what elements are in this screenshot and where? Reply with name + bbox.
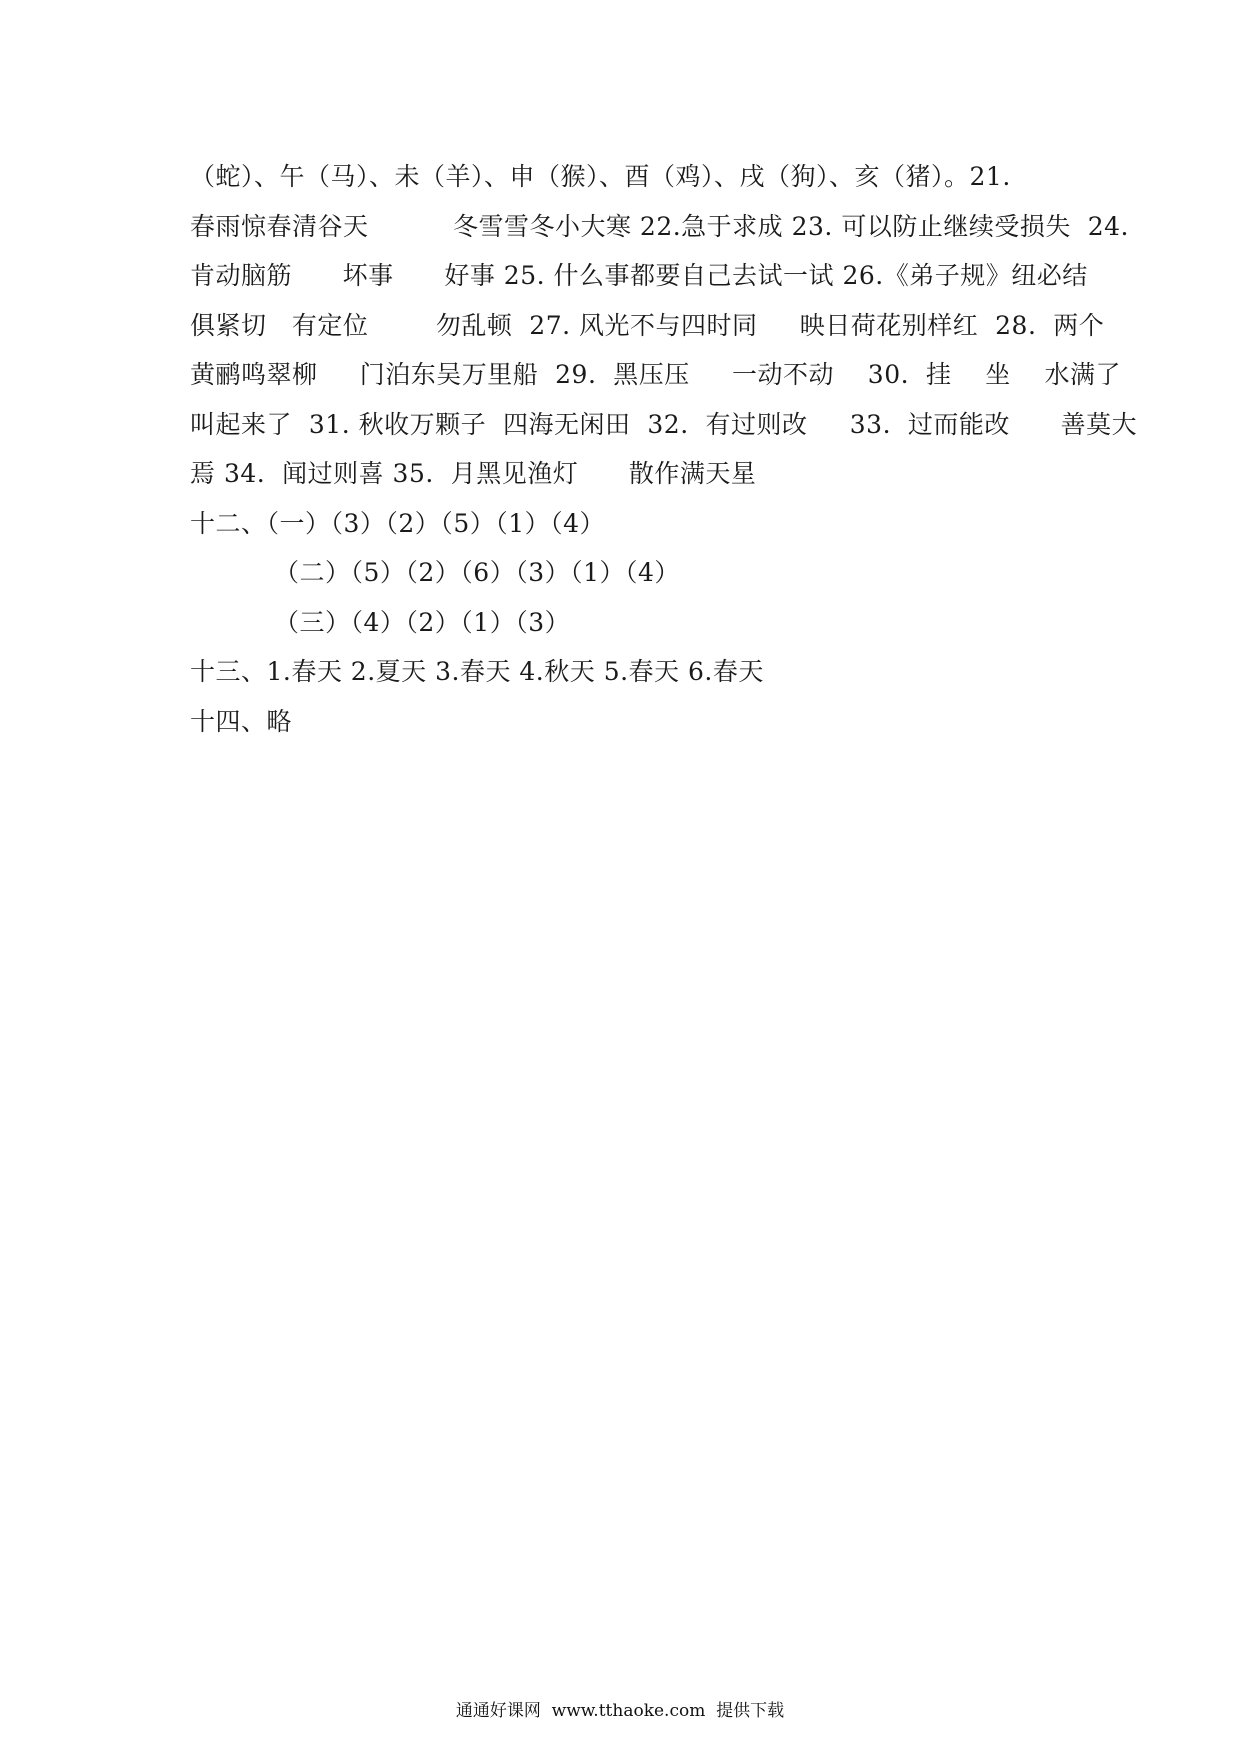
answer-line-4: 俱紧切 有定位 勿乱顿 27. 风光不与四时同 映日荷花别样红 28. 两个 xyxy=(190,310,1105,340)
answer-line-1: （蛇）、午（马）、未（羊）、申（猴）、酉（鸡）、戌（狗）、亥（猪）。21. xyxy=(190,162,1011,191)
answer-line-2: 春雨惊春清谷天 冬雪雪冬小大寒 22.急于求成 23. 可以防止继续受损失 24. xyxy=(190,211,1129,241)
answer-key-text xyxy=(190,152,1138,746)
answer-line-3: 肯动脑筋 坏事 好事 25. 什么事都要自己去试一试 26.《弟子规》纽必结 xyxy=(190,261,1088,290)
section-12-sub-2: （二）（5）（2）（6）（3）（1）（4） xyxy=(274,558,680,587)
section-14-line: 十四、略 xyxy=(190,706,293,736)
answer-line-5: 黄鹂鸣翠柳 门泊东吴万里船 29. 黑压压 一动不动 30. 挂 坐 水满了 xyxy=(190,360,1122,389)
section-12-line: 十二、（一）（3）（2）（5）（1）（4） xyxy=(190,508,606,538)
answer-line-7: 焉 34. 闻过则喜 35. 月黑见渔灯 散作满天星 xyxy=(190,459,757,488)
section-13-line: 十三、1.春天 2.夏天 3.春天 4.秋天 5.春天 6.春天 xyxy=(190,657,764,686)
section-12-sub-3: （三）（4）（2）（1）（3） xyxy=(274,607,571,637)
answer-line-6: 叫起来了 31. 秋收万颗子 四海无闲田 32. 有过则改 33. 过而能改 善莫大 xyxy=(190,409,1138,439)
page-footer: 通通好课网 www.tthaoke.com 提供下载 xyxy=(455,1701,785,1721)
